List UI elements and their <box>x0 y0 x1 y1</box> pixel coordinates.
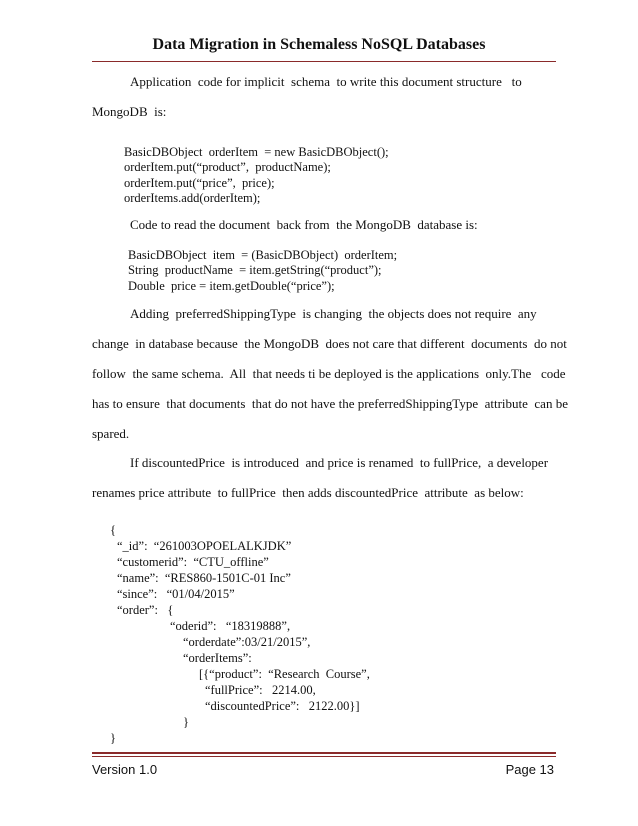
code-line: orderItems.add(orderItem); <box>124 191 261 206</box>
json-line: “order”: { <box>117 603 174 617</box>
page-title: Data Migration in Schemaless NoSQL Databases <box>152 36 486 53</box>
footer-rule-thin <box>92 756 556 757</box>
paragraph-line: renames price attribute to fullPrice then adds discountedPrice attribute as below: <box>92 485 524 500</box>
json-line: } <box>183 715 189 729</box>
json-line: [{“product”: “Research Course”, <box>199 667 370 681</box>
paragraph-line: has to ensure that documents that do not have the preferredShippingType attribute can be <box>92 396 568 411</box>
json-line: “customerid”: “CTU_offline” <box>117 555 269 569</box>
paragraph-line: change in database because the MongoDB does not care that different documents do not <box>92 336 567 351</box>
header-rule <box>92 61 556 62</box>
footer-rule <box>92 752 556 754</box>
read-intro: Code to read the document back from the MongoDB database is: <box>130 217 478 232</box>
json-line: “since”: “01/04/2015” <box>117 587 235 601</box>
paragraph-line: spared. <box>92 426 130 441</box>
code-line: BasicDBObject orderItem = new BasicDBObject(); <box>124 145 389 159</box>
footer-version: Version 1.0 <box>92 762 158 777</box>
paragraph-line: follow the same schema. All that needs ti be deployed is the applications only.The code <box>92 366 566 381</box>
intro-line-1: Application code for implicit schema to write this document structure to <box>130 74 522 89</box>
intro-line-2: MongoDB is: <box>92 104 167 119</box>
json-line: } <box>110 731 116 745</box>
json-line: “_id”: “261003OPOELALKJDK” <box>117 539 292 553</box>
json-line: { <box>110 523 116 537</box>
json-line: “fullPrice”: 2214.00, <box>205 683 316 697</box>
json-line: “name”: “RES860-1501C-01 Inc” <box>117 571 291 585</box>
json-line: “orderItems”: <box>183 651 252 665</box>
code-line: orderItem.put(“price”, price); <box>124 175 275 190</box>
code-line: orderItem.put(“product”, productName); <box>124 160 331 175</box>
code-line: Double price = item.getDouble(“price”); <box>128 278 335 293</box>
code-line: BasicDBObject item = (BasicDBObject) orderItem; <box>128 248 398 262</box>
paragraph-line: If discountedPrice is introduced and price is renamed to fullPrice, a developer <box>130 455 549 470</box>
json-line: “orderdate”:03/21/2015”, <box>183 635 311 649</box>
json-line: “oderid”: “18319888”, <box>170 619 291 633</box>
footer-page-number: Page 13 <box>505 762 554 777</box>
code-line: String productName = item.getString(“product”); <box>128 263 382 278</box>
json-line: “discountedPrice”: 2122.00}] <box>205 699 360 713</box>
paragraph-line: Adding preferredShippingType is changing the objects does not require any <box>130 306 537 321</box>
